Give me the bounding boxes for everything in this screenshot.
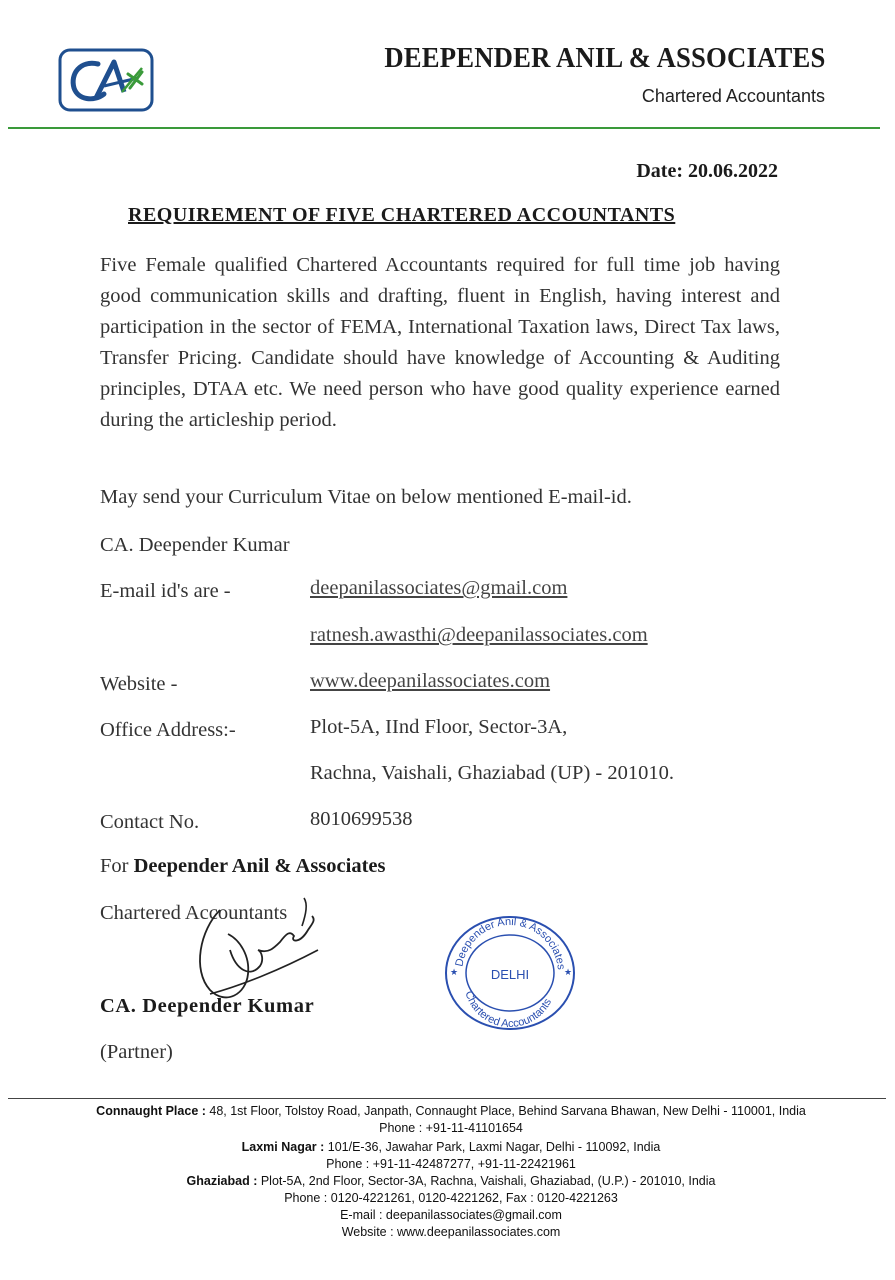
contact-label: Contact No.: [100, 811, 200, 833]
footer-gz-phone: Phone : 0120-4221261, 0120-4221262, Fax : 0120-4221263: [284, 1191, 618, 1205]
footer-ln-text: 101/E-36, Jawahar Park, Laxmi Nagar, Delhi - 110092, India: [324, 1140, 661, 1154]
footer-gz-address: [20, 1173, 882, 1190]
address-line-1: Plot-5A, IInd Floor, Sector-3A,: [310, 716, 568, 738]
address-label: Office Address:-: [100, 719, 236, 741]
signatory-role: (Partner): [100, 1041, 173, 1063]
seal-city: DELHI: [490, 967, 530, 982]
footer-cp-address: [20, 1103, 882, 1120]
contact-number: 8010699538: [310, 808, 413, 830]
cv-instruction: May send your Curriculum Vitae on below mentioned E-mail-id.: [100, 486, 632, 508]
footer-email[interactable]: E-mail : deepanilassociates@gmail.com: [340, 1208, 562, 1222]
svg-text:Deepender Anil & Associates: Deepender Anil & Associates: [453, 915, 567, 971]
for-prefix: For: [100, 855, 134, 877]
website-label: Website -: [100, 673, 178, 695]
firm-name: DEEPENDER ANIL & ASSOCIATES: [383, 42, 825, 74]
company-seal: [440, 905, 580, 1030]
firm-logo: [58, 48, 154, 112]
footer-gz-label: Ghaziabad :: [186, 1174, 258, 1188]
letter-heading: REQUIREMENT OF FIVE CHARTERED ACCOUNTANTS: [128, 204, 676, 226]
header-divider: [8, 127, 880, 129]
website-link[interactable]: www.deepanilassociates.com: [310, 670, 551, 692]
address-line-2: Rachna, Vaishali, Ghaziabad (UP) - 201010.: [310, 762, 674, 784]
email-link-primary[interactable]: deepanilassociates@gmail.com: [310, 577, 568, 599]
footer-divider: [8, 1098, 886, 1099]
ca-logo-icon: [58, 48, 154, 112]
footer-cp-text: 48, 1st Floor, Tolstoy Road, Janpath, Connaught Place, Behind Sarvana Bhawan, New Delhi - 110001, India: [205, 1104, 806, 1118]
footer-ln-label: Laxmi Nagar :: [241, 1140, 325, 1154]
for-firm-line: [100, 855, 386, 878]
footer-ln-address: [20, 1139, 882, 1156]
footer-website[interactable]: Website : www.deepanilassociates.com: [341, 1225, 561, 1239]
footer-ln-phone: Phone : +91-11-42487277, +91-11-22421961: [326, 1157, 576, 1171]
svg-text:★: ★: [564, 967, 573, 977]
job-description: Five Female qualified Chartered Accountants required for full time job having good communication skills and drafting, fluent in English, having interest and participation in the sector of FEMA, International Taxation laws, Direct Tax laws, Transfer Pricing. Candidate should have knowledge of Accounting & Auditing principles, DTAA etc. We need person who have good quality experience earned during the articleship period.: [100, 254, 780, 431]
email-link-secondary[interactable]: ratnesh.awasthi@deepanilassociates.com: [310, 624, 648, 646]
footer-cp-phone: Phone : +91-11-41101654: [379, 1121, 523, 1135]
for-firm-name: Deepender Anil & Associates: [133, 855, 386, 877]
footer-gz-text: Plot-5A, 2nd Floor, Sector-3A, Rachna, Vaishali, Ghaziabad, (U.P.) - 201010, India: [257, 1174, 716, 1188]
svg-text:★: ★: [450, 967, 459, 977]
handwritten-signature: [190, 890, 330, 1010]
letter-date: Date: 20.06.2022: [636, 160, 778, 182]
contact-person: CA. Deepender Kumar: [100, 534, 290, 556]
firm-subtitle: Chartered Accountants: [641, 86, 825, 106]
signature-designation: Chartered Accountants: [100, 902, 288, 924]
seal-stamp-icon: [440, 905, 580, 1030]
footer-cp-label: Connaught Place :: [96, 1104, 206, 1118]
email-label: E-mail id's are -: [100, 580, 231, 602]
signatory-name: CA. Deepender Kumar: [100, 995, 315, 1017]
svg-text:Chartered Accountants: Chartered Accountants: [462, 989, 555, 1030]
